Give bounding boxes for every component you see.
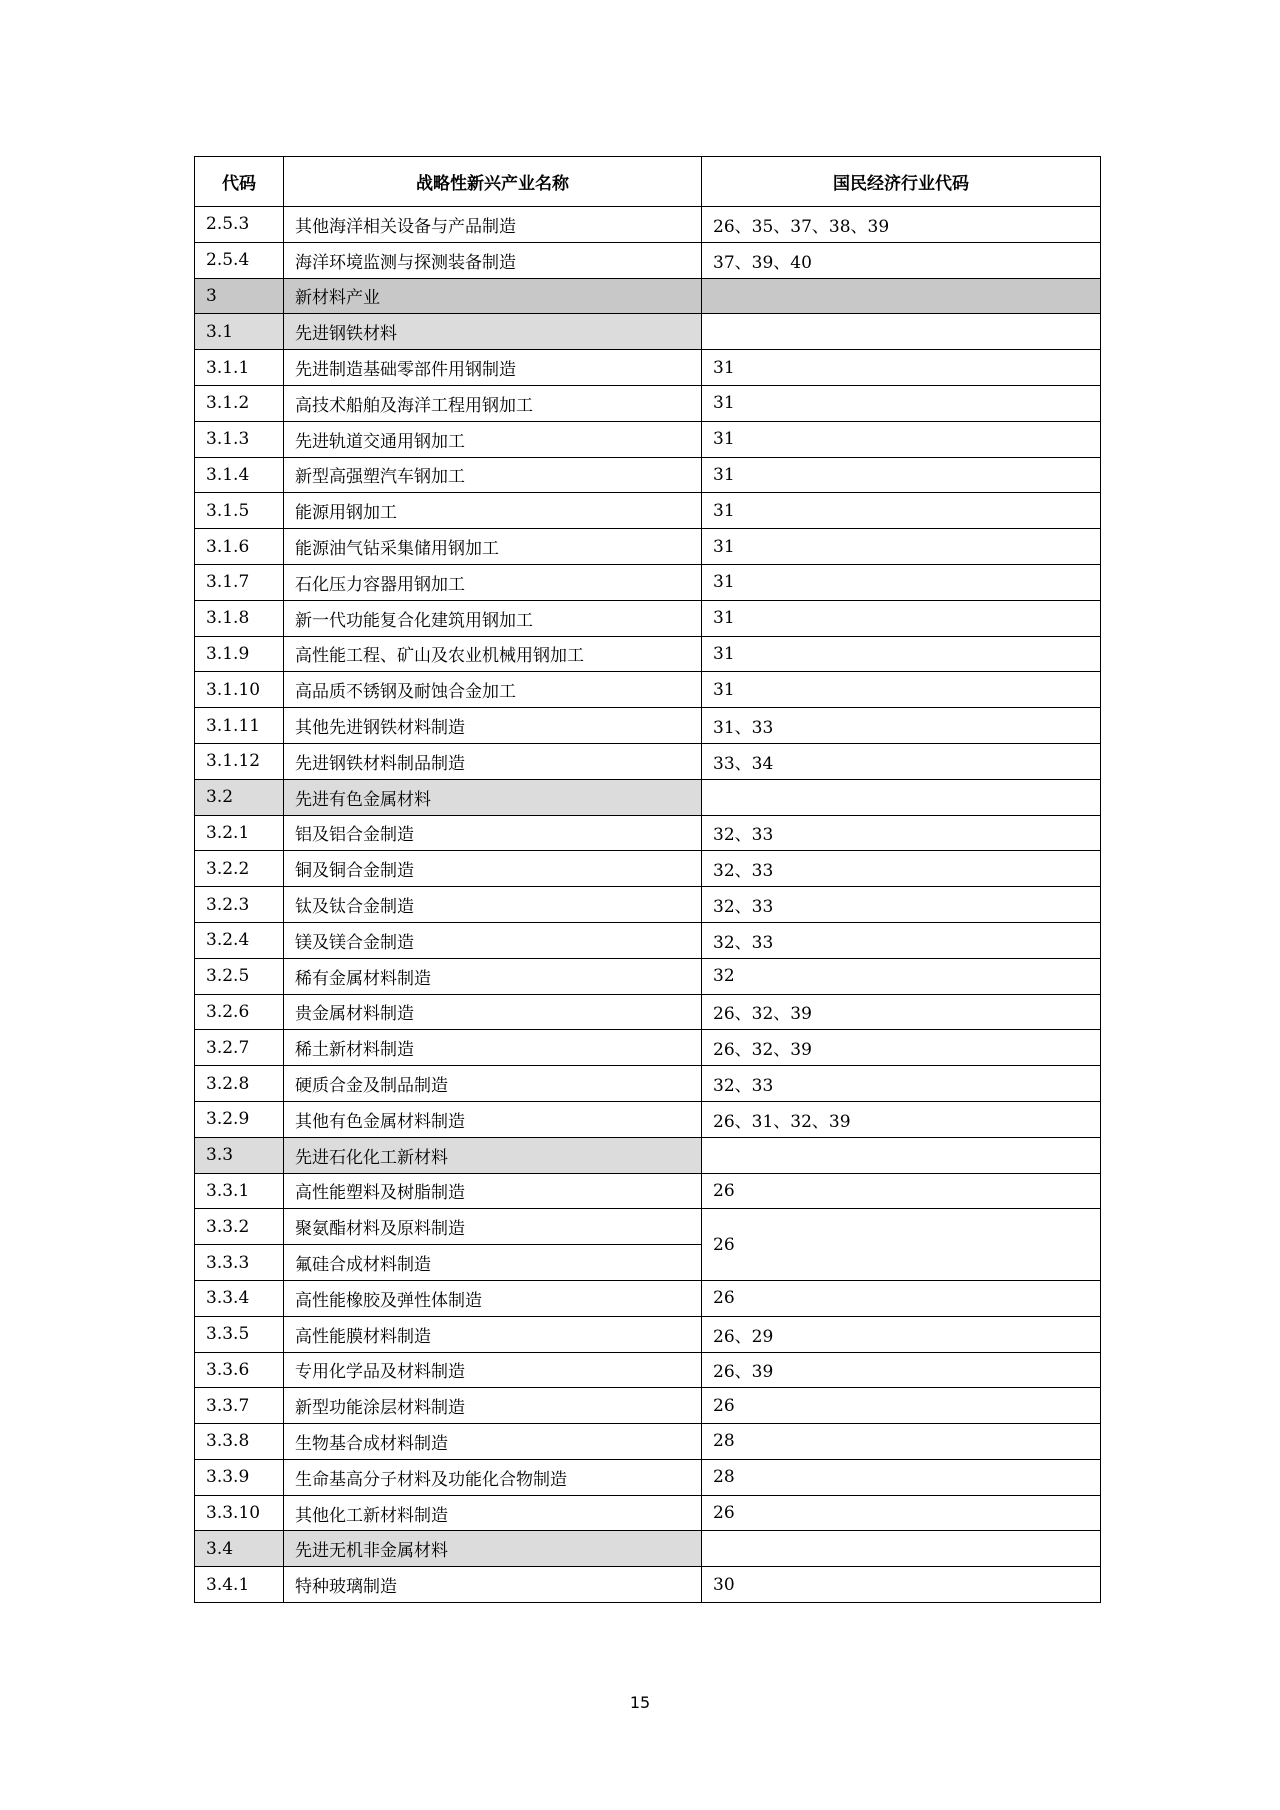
national-industry-code-cell: 28 xyxy=(702,1424,1101,1460)
national-industry-code-cell: 32、33 xyxy=(702,887,1101,923)
code-cell: 2.5.4 xyxy=(195,242,284,278)
header-national-industry-code: 国民经济行业代码 xyxy=(702,157,1101,207)
national-industry-code-cell: 31 xyxy=(702,493,1101,529)
table-row xyxy=(195,958,1101,994)
table-row xyxy=(195,1209,1101,1245)
national-industry-code-cell: 31 xyxy=(702,564,1101,600)
code-cell: 3.3.10 xyxy=(195,1495,284,1531)
national-industry-code-cell: 28 xyxy=(702,1459,1101,1495)
table-row xyxy=(195,815,1101,851)
national-industry-code-cell: 31 xyxy=(702,457,1101,493)
code-cell: 3.1.3 xyxy=(195,421,284,457)
industry-name-cell: 特种玻璃制造 xyxy=(284,1567,702,1603)
industry-name-cell: 其他有色金属材料制造 xyxy=(284,1101,702,1137)
table-row xyxy=(195,207,1101,243)
code-cell: 3.2.7 xyxy=(195,1030,284,1066)
industry-name-cell: 先进制造基础零部件用钢制造 xyxy=(284,350,702,386)
national-industry-code-cell: 30 xyxy=(702,1567,1101,1603)
national-industry-code-cell: 31 xyxy=(702,385,1101,421)
industry-name-cell: 高品质不锈钢及耐蚀合金加工 xyxy=(284,672,702,708)
industry-name-cell: 先进无机非金属材料 xyxy=(284,1531,702,1567)
table-row xyxy=(195,672,1101,708)
national-industry-code-cell: 26、32、39 xyxy=(702,994,1101,1030)
table-row xyxy=(195,1459,1101,1495)
industry-name-cell: 其他海洋相关设备与产品制造 xyxy=(284,207,702,243)
table-row xyxy=(195,1066,1101,1102)
table-row xyxy=(195,1280,1101,1316)
national-industry-code-cell: 26 xyxy=(702,1280,1101,1316)
header-code: 代码 xyxy=(195,157,284,207)
national-industry-code-cell: 31 xyxy=(702,350,1101,386)
table-body xyxy=(195,207,1101,1603)
national-industry-code-cell: 31 xyxy=(702,672,1101,708)
national-industry-code-cell: 32、33 xyxy=(702,922,1101,958)
national-industry-code-cell: 26 xyxy=(702,1495,1101,1531)
code-cell: 3.3.1 xyxy=(195,1173,284,1209)
code-cell: 3.4 xyxy=(195,1531,284,1567)
table-row xyxy=(195,242,1101,278)
table-row xyxy=(195,350,1101,386)
national-industry-code-cell: 26 xyxy=(702,1388,1101,1424)
industry-name-cell: 新型功能涂层材料制造 xyxy=(284,1388,702,1424)
industry-name-cell: 高性能工程、矿山及农业机械用钢加工 xyxy=(284,636,702,672)
national-industry-code-cell: 32、33 xyxy=(702,851,1101,887)
industry-name-cell: 海洋环境监测与探测装备制造 xyxy=(284,242,702,278)
table-row xyxy=(195,457,1101,493)
industry-name-cell: 稀有金属材料制造 xyxy=(284,958,702,994)
code-cell: 3.2.9 xyxy=(195,1101,284,1137)
national-industry-code-cell xyxy=(702,278,1101,314)
industry-name-cell: 新一代功能复合化建筑用钢加工 xyxy=(284,600,702,636)
industry-name-cell: 稀土新材料制造 xyxy=(284,1030,702,1066)
code-cell: 3.3.5 xyxy=(195,1316,284,1352)
national-industry-code-cell: 26 xyxy=(702,1209,1101,1281)
table-row xyxy=(195,564,1101,600)
industry-name-cell: 高性能膜材料制造 xyxy=(284,1316,702,1352)
industry-name-cell: 聚氨酯材料及原料制造 xyxy=(284,1209,702,1245)
national-industry-code-cell xyxy=(702,1137,1101,1173)
table-row xyxy=(195,708,1101,744)
code-cell: 3.2.1 xyxy=(195,815,284,851)
table-row xyxy=(195,314,1101,350)
table-row xyxy=(195,529,1101,565)
national-industry-code-cell: 26、35、37、38、39 xyxy=(702,207,1101,243)
code-cell: 3.1.6 xyxy=(195,529,284,565)
national-industry-code-cell: 26、29 xyxy=(702,1316,1101,1352)
industry-name-cell: 其他化工新材料制造 xyxy=(284,1495,702,1531)
table-row xyxy=(195,779,1101,815)
national-industry-code-cell: 32 xyxy=(702,958,1101,994)
industry-name-cell: 生物基合成材料制造 xyxy=(284,1424,702,1460)
industry-name-cell: 新材料产业 xyxy=(284,278,702,314)
industry-name-cell: 能源用钢加工 xyxy=(284,493,702,529)
industry-name-cell: 先进轨道交通用钢加工 xyxy=(284,421,702,457)
industry-name-cell: 铜及铜合金制造 xyxy=(284,851,702,887)
industry-name-cell: 镁及镁合金制造 xyxy=(284,922,702,958)
table-row xyxy=(195,278,1101,314)
national-industry-code-cell: 31 xyxy=(702,529,1101,565)
table-row xyxy=(195,1173,1101,1209)
table-row xyxy=(195,600,1101,636)
code-cell: 3.3.8 xyxy=(195,1424,284,1460)
industry-name-cell: 石化压力容器用钢加工 xyxy=(284,564,702,600)
table-header-row xyxy=(195,157,1101,207)
industry-name-cell: 钛及钛合金制造 xyxy=(284,887,702,923)
industry-name-cell: 其他先进钢铁材料制造 xyxy=(284,708,702,744)
industry-name-cell: 高性能橡胶及弹性体制造 xyxy=(284,1280,702,1316)
table-row xyxy=(195,743,1101,779)
table-row xyxy=(195,1495,1101,1531)
industry-name-cell: 高技术船舶及海洋工程用钢加工 xyxy=(284,385,702,421)
industry-name-cell: 能源油气钻采集储用钢加工 xyxy=(284,529,702,565)
code-cell: 3.2.6 xyxy=(195,994,284,1030)
industry-name-cell: 先进石化化工新材料 xyxy=(284,1137,702,1173)
code-cell: 3.1.9 xyxy=(195,636,284,672)
national-industry-code-cell: 32、33 xyxy=(702,1066,1101,1102)
code-cell: 3.1.11 xyxy=(195,708,284,744)
code-cell: 3.2 xyxy=(195,779,284,815)
code-cell: 3.3.4 xyxy=(195,1280,284,1316)
code-cell: 3.2.5 xyxy=(195,958,284,994)
table-row xyxy=(195,1101,1101,1137)
industry-name-cell: 生命基高分子材料及功能化合物制造 xyxy=(284,1459,702,1495)
table-row xyxy=(195,994,1101,1030)
code-cell: 3.2.3 xyxy=(195,887,284,923)
table-row xyxy=(195,1424,1101,1460)
industry-name-cell: 专用化学品及材料制造 xyxy=(284,1352,702,1388)
table-row xyxy=(195,1388,1101,1424)
code-cell: 3.3.9 xyxy=(195,1459,284,1495)
table-row xyxy=(195,1316,1101,1352)
code-cell: 3.1.8 xyxy=(195,600,284,636)
table-row xyxy=(195,1531,1101,1567)
table-row xyxy=(195,1030,1101,1066)
table-row xyxy=(195,636,1101,672)
code-cell: 3.2.4 xyxy=(195,922,284,958)
national-industry-code-cell: 26、32、39 xyxy=(702,1030,1101,1066)
industry-name-cell: 先进钢铁材料制品制造 xyxy=(284,743,702,779)
code-cell: 3.1.10 xyxy=(195,672,284,708)
code-cell: 3.1.5 xyxy=(195,493,284,529)
national-industry-code-cell: 31 xyxy=(702,636,1101,672)
national-industry-code-cell: 26、31、32、39 xyxy=(702,1101,1101,1137)
industry-name-cell: 氟硅合成材料制造 xyxy=(284,1245,702,1281)
industry-name-cell: 硬质合金及制品制造 xyxy=(284,1066,702,1102)
header-industry-name: 战略性新兴产业名称 xyxy=(284,157,702,207)
national-industry-code-cell xyxy=(702,779,1101,815)
page-number: 15 xyxy=(629,1693,651,1712)
code-cell: 3.3.2 xyxy=(195,1209,284,1245)
code-cell: 3.3 xyxy=(195,1137,284,1173)
table-row xyxy=(195,493,1101,529)
table-row xyxy=(195,421,1101,457)
code-cell: 3 xyxy=(195,278,284,314)
code-cell: 2.5.3 xyxy=(195,207,284,243)
table-row xyxy=(195,1567,1101,1603)
code-cell: 3.1 xyxy=(195,314,284,350)
industry-name-cell: 新型高强塑汽车钢加工 xyxy=(284,457,702,493)
code-cell: 3.1.1 xyxy=(195,350,284,386)
national-industry-code-cell: 37、39、40 xyxy=(702,242,1101,278)
industry-name-cell: 贵金属材料制造 xyxy=(284,994,702,1030)
table-row xyxy=(195,851,1101,887)
national-industry-code-cell: 26 xyxy=(702,1173,1101,1209)
code-cell: 3.1.7 xyxy=(195,564,284,600)
national-industry-code-cell: 32、33 xyxy=(702,815,1101,851)
code-cell: 3.3.6 xyxy=(195,1352,284,1388)
table-row xyxy=(195,887,1101,923)
code-cell: 3.3.7 xyxy=(195,1388,284,1424)
industry-name-cell: 先进有色金属材料 xyxy=(284,779,702,815)
industry-classification-table xyxy=(194,156,1101,1603)
national-industry-code-cell: 31、33 xyxy=(702,708,1101,744)
national-industry-code-cell: 31 xyxy=(702,421,1101,457)
national-industry-code-cell xyxy=(702,314,1101,350)
code-cell: 3.2.2 xyxy=(195,851,284,887)
code-cell: 3.3.3 xyxy=(195,1245,284,1281)
industry-name-cell: 先进钢铁材料 xyxy=(284,314,702,350)
national-industry-code-cell: 33、34 xyxy=(702,743,1101,779)
table-row xyxy=(195,1352,1101,1388)
code-cell: 3.1.2 xyxy=(195,385,284,421)
national-industry-code-cell: 26、39 xyxy=(702,1352,1101,1388)
table-row xyxy=(195,922,1101,958)
code-cell: 3.4.1 xyxy=(195,1567,284,1603)
industry-name-cell: 铝及铝合金制造 xyxy=(284,815,702,851)
national-industry-code-cell xyxy=(702,1531,1101,1567)
code-cell: 3.1.12 xyxy=(195,743,284,779)
code-cell: 3.2.8 xyxy=(195,1066,284,1102)
national-industry-code-cell: 31 xyxy=(702,600,1101,636)
code-cell: 3.1.4 xyxy=(195,457,284,493)
table-row xyxy=(195,1137,1101,1173)
table-row xyxy=(195,385,1101,421)
industry-name-cell: 高性能塑料及树脂制造 xyxy=(284,1173,702,1209)
